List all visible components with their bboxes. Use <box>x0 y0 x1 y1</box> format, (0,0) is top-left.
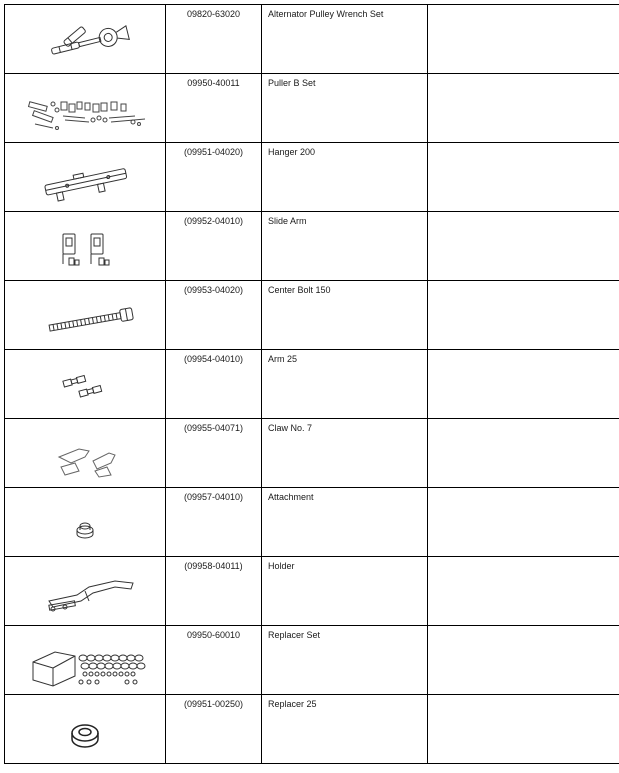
table-row <box>5 350 619 419</box>
tool-image-cell <box>5 419 166 488</box>
table-row <box>5 488 619 557</box>
tool-image-cell <box>5 695 166 764</box>
part-number-cell <box>166 281 262 350</box>
claw-icon <box>5 419 165 487</box>
table-row <box>5 5 619 74</box>
note-cell <box>428 695 619 764</box>
slide-arm-icon <box>5 212 165 280</box>
tool-name: Center Bolt 150 <box>268 285 331 295</box>
note-cell <box>428 557 619 626</box>
part-number-cell <box>166 74 262 143</box>
tool-name: Claw No. 7 <box>268 423 313 433</box>
tool-image-cell <box>5 281 166 350</box>
tool-image-cell <box>5 557 166 626</box>
puller-b-set-icon <box>5 74 165 142</box>
part-number: (09951-04020) <box>183 147 244 157</box>
tool-image-cell <box>5 350 166 419</box>
note-cell <box>428 350 619 419</box>
part-number-cell <box>166 350 262 419</box>
table-row <box>5 557 619 626</box>
part-number-cell <box>166 419 262 488</box>
table-row <box>5 626 619 695</box>
tool-name: Replacer 25 <box>268 699 317 709</box>
part-number-cell <box>166 488 262 557</box>
table-row <box>5 143 619 212</box>
tool-name-cell <box>262 695 428 764</box>
part-number: (09953-04020) <box>183 285 244 295</box>
arm-icon <box>5 350 165 418</box>
table-row <box>5 74 619 143</box>
alternator-pulley-wrench-icon <box>5 5 165 73</box>
tool-name: Holder <box>268 561 295 571</box>
part-number-cell <box>166 695 262 764</box>
part-number: (09958-04011) <box>184 561 243 571</box>
tool-image-cell <box>5 626 166 695</box>
table-row <box>5 281 619 350</box>
tool-name-cell <box>262 143 428 212</box>
tool-name-cell <box>262 419 428 488</box>
note-cell <box>428 212 619 281</box>
tool-name: Replacer Set <box>268 630 321 640</box>
replacer-set-icon <box>5 626 165 694</box>
part-number: 09950-60010 <box>186 630 241 640</box>
tool-name-cell <box>262 626 428 695</box>
part-number-cell <box>166 143 262 212</box>
note-cell <box>428 143 619 212</box>
tool-name-cell <box>262 488 428 557</box>
center-bolt-icon <box>5 281 165 349</box>
part-number: (09952-04010) <box>183 216 244 226</box>
tool-name: Slide Arm <box>268 216 307 226</box>
note-cell <box>428 281 619 350</box>
part-number: 09820-63020 <box>186 9 241 19</box>
table-row <box>5 695 619 764</box>
part-number: (09954-04010) <box>183 354 244 364</box>
part-number-cell <box>166 626 262 695</box>
note-cell <box>428 488 619 557</box>
tool-name-cell <box>262 557 428 626</box>
note-cell <box>428 626 619 695</box>
tool-name-cell <box>262 5 428 74</box>
part-number-cell <box>166 5 262 74</box>
tool-name: Puller B Set <box>268 78 316 88</box>
tool-name-cell <box>262 350 428 419</box>
note-cell <box>428 5 619 74</box>
note-cell <box>428 419 619 488</box>
tool-name-cell <box>262 212 428 281</box>
special-tools-table <box>4 4 619 764</box>
part-number: (09955-04071) <box>183 423 244 433</box>
table-row <box>5 212 619 281</box>
tool-image-cell <box>5 143 166 212</box>
tool-image-cell <box>5 488 166 557</box>
replacer-icon <box>5 695 165 763</box>
tool-name-cell <box>262 281 428 350</box>
table-row <box>5 419 619 488</box>
tool-name: Arm 25 <box>268 354 298 364</box>
tool-name: Alternator Pulley Wrench Set <box>268 9 384 19</box>
part-number-cell <box>166 557 262 626</box>
tool-image-cell <box>5 5 166 74</box>
tool-image-cell <box>5 212 166 281</box>
part-number: (09957-04010) <box>183 492 244 502</box>
hanger-icon <box>5 143 165 211</box>
part-number: (09951-00250) <box>183 699 244 709</box>
tool-name-cell <box>262 74 428 143</box>
part-number-cell <box>166 212 262 281</box>
holder-icon <box>5 557 165 625</box>
tool-name: Hanger 200 <box>268 147 316 157</box>
note-cell <box>428 74 619 143</box>
tool-image-cell <box>5 74 166 143</box>
part-number: 09950-40011 <box>187 78 240 88</box>
tool-name: Attachment <box>268 492 314 502</box>
attachment-icon <box>5 488 165 556</box>
